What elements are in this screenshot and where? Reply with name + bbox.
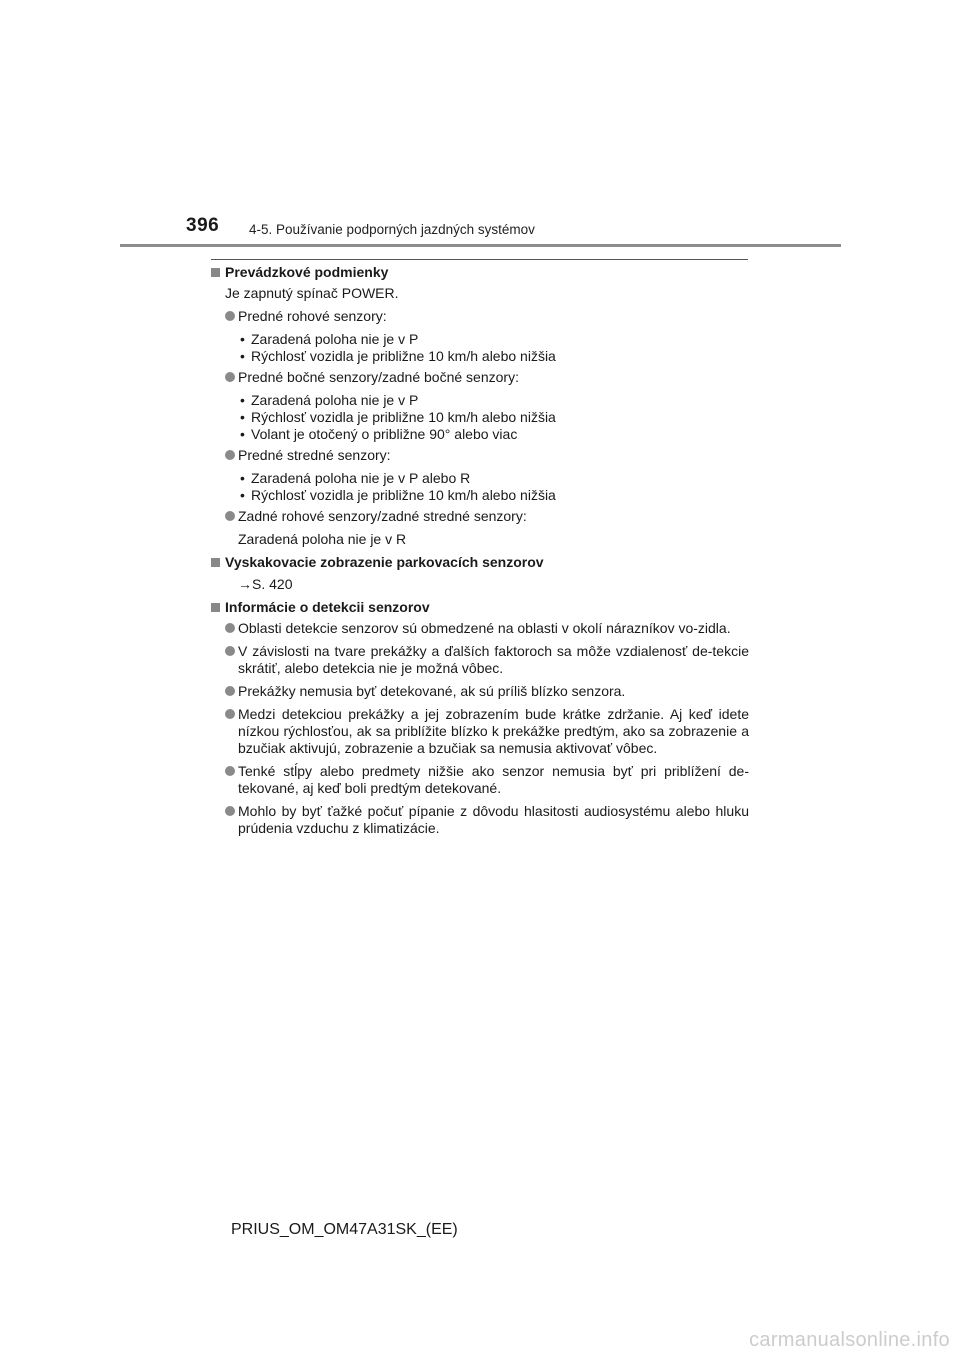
circle-bullet-icon [225, 766, 235, 776]
section-title: 4-5. Používanie podporných jazdných systémov [249, 222, 535, 237]
list-item: • Rýchlosť vozidla je približne 10 km/h alebo nižšia [240, 487, 556, 503]
bullet-detection-3: Prekážky nemusia byť detekované, ak sú príliš blízko senzora. [211, 683, 749, 700]
bullet-front-side: Predné bočné senzory/zadné bočné senzory: [211, 369, 749, 386]
heading-operating-conditions: Prevádzkové podmienky [211, 264, 749, 281]
circle-bullet-icon [225, 806, 235, 816]
bullet-front-center: Predné stredné senzory: [211, 447, 749, 464]
power-switch-text: Je zapnutý spínač POWER. [225, 285, 399, 301]
circle-bullet-icon [225, 311, 235, 321]
circle-bullet-icon [225, 709, 235, 719]
header-rule [120, 244, 841, 247]
watermark: carmanualsonline.info [749, 1329, 950, 1351]
list-item: • Volant je otočený o približne 90° alebo viac [240, 426, 518, 442]
square-bullet-icon [211, 603, 220, 612]
circle-bullet-icon [225, 450, 235, 460]
heading-detection-info: Informácie o detekcii senzorov [211, 599, 749, 616]
list-item: • Zaradená poloha nie je v P alebo R [240, 470, 471, 486]
page-number: 396 [186, 215, 220, 236]
circle-bullet-icon [225, 686, 235, 696]
content-body [211, 264, 749, 837]
circle-bullet-icon [225, 623, 235, 633]
content-rule [211, 259, 748, 260]
circle-bullet-icon [225, 511, 235, 521]
bullet-detection-1: Oblasti detekcie senzorov sú obmedzené na oblasti v okolí nárazníkov vo-zidla. [211, 620, 749, 637]
list-item: • Rýchlosť vozidla je približne 10 km/h alebo nižšia [240, 409, 556, 425]
circle-bullet-icon [225, 372, 235, 382]
list-item: • Rýchlosť vozidla je približne 10 km/h alebo nižšia [240, 348, 556, 364]
list-item: • Zaradená poloha nie je v P [240, 331, 419, 347]
circle-bullet-icon [225, 646, 235, 656]
rear-condition-text: Zaradená poloha nie je v R [238, 531, 407, 547]
bullet-detection-5: Tenké stĺpy alebo predmety nižšie ako senzor nemusia byť pri priblížení de-tekované, aj keď boli predtým detekované. [211, 763, 749, 797]
bullet-detection-6: Mohlo by byť ťažké počuť pípanie z dôvodu hlasitosti audiosystému alebo hluku prúdenia vzduchu z klimatizácie. [211, 803, 749, 837]
list-item: • Zaradená poloha nie je v P [240, 392, 419, 408]
heading-popup-display: Vyskakovacie zobrazenie parkovacích senzorov [211, 554, 749, 571]
page-reference-link[interactable]: →S. 420 [238, 576, 293, 592]
square-bullet-icon [211, 558, 220, 567]
square-bullet-icon [211, 268, 220, 277]
document-code: PRIUS_OM_OM47A31SK_(EE) [231, 1221, 458, 1238]
bullet-detection-4: Medzi detekciou prekážky a jej zobrazením bude krátke zdržanie. Aj keď idete nízkou rýchlosťou, ak sa priblížite blízko k prekážke predtým, ako sa zobrazenie a bzučiak aktivujú, zobrazenie a bzučiak sa nemusia aktivovať vôbec. [211, 706, 749, 757]
bullet-front-corner: Predné rohové senzory: [211, 308, 749, 325]
bullet-detection-2: V závislosti na tvare prekážky a ďalších faktoroch sa môže vzdialenosť de-tekcie skrátiť, alebo detekcia nie je možná vôbec. [211, 643, 749, 677]
bullet-rear: Zadné rohové senzory/zadné stredné senzory: [211, 508, 749, 525]
